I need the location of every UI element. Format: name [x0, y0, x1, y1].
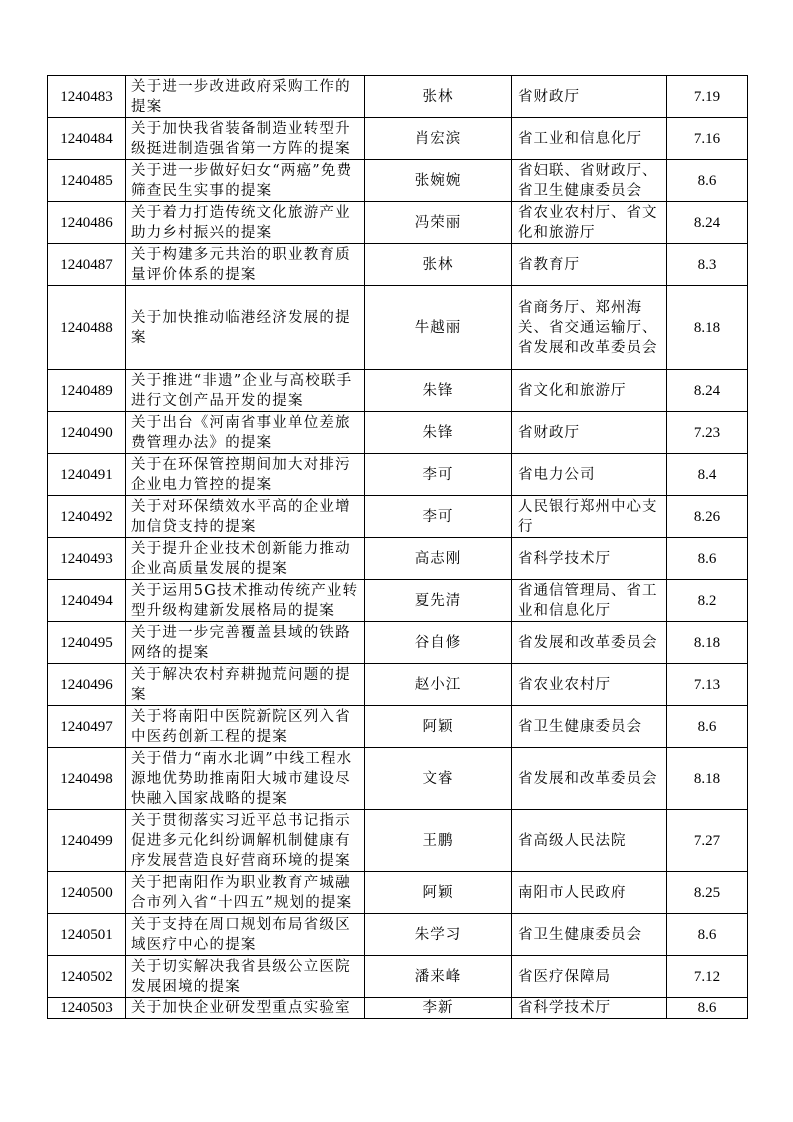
date-cell: 7.13	[667, 664, 748, 706]
proposer-cell: 朱锋	[365, 412, 512, 454]
department-cell: 省财政厅	[512, 76, 667, 118]
department-cell: 省商务厅、郑州海关、省交通运输厅、省发展和改革委员会	[512, 286, 667, 370]
proposal-id-cell: 1240494	[48, 580, 126, 622]
proposer-cell: 李可	[365, 496, 512, 538]
proposer-cell: 文睿	[365, 748, 512, 810]
proposal-title-cell: 关于在环保管控期间加大对排污企业电力管控的提案	[126, 454, 365, 496]
proposer-cell: 夏先清	[365, 580, 512, 622]
proposal-id-cell: 1240485	[48, 160, 126, 202]
department-cell: 省卫生健康委员会	[512, 706, 667, 748]
proposal-title-cell: 关于贯彻落实习近平总书记指示促进多元化纠纷调解机制健康有序发展营造良好营商环境的提案	[126, 810, 365, 872]
proposer-cell: 李可	[365, 454, 512, 496]
proposer-cell: 朱锋	[365, 370, 512, 412]
date-cell: 8.18	[667, 622, 748, 664]
proposal-title-cell: 关于进一步完善覆盖县域的铁路网络的提案	[126, 622, 365, 664]
date-cell: 7.27	[667, 810, 748, 872]
date-cell: 8.6	[667, 160, 748, 202]
proposal-title-cell: 关于进一步改进政府采购工作的提案	[126, 76, 365, 118]
table-row	[48, 202, 748, 244]
proposer-cell: 阿颖	[365, 872, 512, 914]
date-cell: 8.6	[667, 706, 748, 748]
department-cell: 省农业农村厅、省文化和旅游厅	[512, 202, 667, 244]
proposer-cell: 高志刚	[365, 538, 512, 580]
proposal-id-cell: 1240502	[48, 956, 126, 998]
proposal-table	[47, 75, 748, 1019]
proposal-id-cell: 1240500	[48, 872, 126, 914]
proposal-id-cell: 1240487	[48, 244, 126, 286]
date-cell: 7.19	[667, 76, 748, 118]
date-cell: 8.4	[667, 454, 748, 496]
proposal-id-cell: 1240499	[48, 810, 126, 872]
proposal-title-cell: 关于进一步做好妇女“两癌”免费筛查民生实事的提案	[126, 160, 365, 202]
proposer-cell: 牛越丽	[365, 286, 512, 370]
proposal-id-cell: 1240486	[48, 202, 126, 244]
table-row	[48, 748, 748, 810]
department-cell: 省发展和改革委员会	[512, 622, 667, 664]
proposal-id-cell: 1240495	[48, 622, 126, 664]
department-cell: 省发展和改革委员会	[512, 748, 667, 810]
department-cell: 省电力公司	[512, 454, 667, 496]
proposer-cell: 谷自修	[365, 622, 512, 664]
proposal-title-cell: 关于提升企业技术创新能力推动企业高质量发展的提案	[126, 538, 365, 580]
proposal-title-cell: 关于借力“南水北调”中线工程水源地优势助推南阳大城市建设尽快融入国家战略的提案	[126, 748, 365, 810]
proposal-id-cell: 1240488	[48, 286, 126, 370]
table-row	[48, 370, 748, 412]
proposal-title-cell: 关于构建多元共治的职业教育质量评价体系的提案	[126, 244, 365, 286]
table-row	[48, 622, 748, 664]
date-cell: 8.3	[667, 244, 748, 286]
proposer-cell: 张林	[365, 76, 512, 118]
proposal-id-cell: 1240496	[48, 664, 126, 706]
proposer-cell: 张林	[365, 244, 512, 286]
proposer-cell: 潘来峰	[365, 956, 512, 998]
proposal-title-cell: 关于解决农村弃耕抛荒问题的提案	[126, 664, 365, 706]
table-row	[48, 664, 748, 706]
proposal-title-cell: 关于加快我省装备制造业转型升级挺进制造强省第一方阵的提案	[126, 118, 365, 160]
date-cell: 8.6	[667, 538, 748, 580]
date-cell: 8.25	[667, 872, 748, 914]
proposal-title-cell: 关于加快推动临港经济发展的提案	[126, 286, 365, 370]
proposer-cell: 肖宏滨	[365, 118, 512, 160]
department-cell: 省高级人民法院	[512, 810, 667, 872]
table-row	[48, 956, 748, 998]
proposer-cell: 阿颖	[365, 706, 512, 748]
department-cell: 省通信管理局、省工业和信息化厅	[512, 580, 667, 622]
date-cell: 7.16	[667, 118, 748, 160]
table-row	[48, 454, 748, 496]
department-cell: 人民银行郑州中心支行	[512, 496, 667, 538]
proposal-table-body	[48, 76, 748, 1019]
department-cell: 南阳市人民政府	[512, 872, 667, 914]
department-cell: 省妇联、省财政厅、省卫生健康委员会	[512, 160, 667, 202]
date-cell: 7.12	[667, 956, 748, 998]
table-row	[48, 998, 748, 1019]
proposal-id-cell: 1240492	[48, 496, 126, 538]
proposal-id-cell: 1240503	[48, 998, 126, 1019]
table-row	[48, 914, 748, 956]
proposal-id-cell: 1240484	[48, 118, 126, 160]
table-row	[48, 496, 748, 538]
date-cell: 8.26	[667, 496, 748, 538]
table-row	[48, 706, 748, 748]
date-cell: 8.18	[667, 748, 748, 810]
table-row	[48, 160, 748, 202]
department-cell: 省科学技术厅	[512, 538, 667, 580]
proposal-id-cell: 1240489	[48, 370, 126, 412]
table-row	[48, 810, 748, 872]
table-row	[48, 580, 748, 622]
proposal-title-cell: 关于支持在周口规划布局省级区域医疗中心的提案	[126, 914, 365, 956]
department-cell: 省农业农村厅	[512, 664, 667, 706]
proposal-title-cell: 关于出台《河南省事业单位差旅费管理办法》的提案	[126, 412, 365, 454]
department-cell: 省教育厅	[512, 244, 667, 286]
department-cell: 省医疗保障局	[512, 956, 667, 998]
date-cell: 7.23	[667, 412, 748, 454]
proposal-id-cell: 1240497	[48, 706, 126, 748]
proposal-id-cell: 1240498	[48, 748, 126, 810]
proposal-title-cell: 关于对环保绩效水平高的企业增加信贷支持的提案	[126, 496, 365, 538]
proposal-id-cell: 1240483	[48, 76, 126, 118]
date-cell: 8.24	[667, 202, 748, 244]
date-cell: 8.18	[667, 286, 748, 370]
table-row	[48, 286, 748, 370]
table-row	[48, 872, 748, 914]
table-row	[48, 412, 748, 454]
proposal-id-cell: 1240493	[48, 538, 126, 580]
proposal-title-cell: 关于推进“非遗”企业与高校联手进行文创产品开发的提案	[126, 370, 365, 412]
date-cell: 8.6	[667, 914, 748, 956]
proposal-title-cell: 关于加快企业研发型重点实验室	[126, 998, 365, 1019]
table-row	[48, 538, 748, 580]
proposal-id-cell: 1240501	[48, 914, 126, 956]
proposal-title-cell: 关于切实解决我省县级公立医院发展困境的提案	[126, 956, 365, 998]
proposer-cell: 张婉婉	[365, 160, 512, 202]
table-row	[48, 76, 748, 118]
department-cell: 省工业和信息化厅	[512, 118, 667, 160]
department-cell: 省文化和旅游厅	[512, 370, 667, 412]
proposal-title-cell: 关于将南阳中医院新院区列入省中医药创新工程的提案	[126, 706, 365, 748]
date-cell: 8.2	[667, 580, 748, 622]
table-row	[48, 244, 748, 286]
proposer-cell: 王鹏	[365, 810, 512, 872]
proposer-cell: 冯荣丽	[365, 202, 512, 244]
proposer-cell: 李新	[365, 998, 512, 1019]
proposer-cell: 赵小江	[365, 664, 512, 706]
department-cell: 省财政厅	[512, 412, 667, 454]
department-cell: 省科学技术厅	[512, 998, 667, 1019]
date-cell: 8.6	[667, 998, 748, 1019]
proposer-cell: 朱学习	[365, 914, 512, 956]
table-row	[48, 118, 748, 160]
proposal-title-cell: 关于运用5G技术推动传统产业转型升级构建新发展格局的提案	[126, 580, 365, 622]
proposal-id-cell: 1240491	[48, 454, 126, 496]
date-cell: 8.24	[667, 370, 748, 412]
proposal-title-cell: 关于着力打造传统文化旅游产业助力乡村振兴的提案	[126, 202, 365, 244]
proposal-id-cell: 1240490	[48, 412, 126, 454]
department-cell: 省卫生健康委员会	[512, 914, 667, 956]
proposal-title-cell: 关于把南阳作为职业教育产城融合市列入省“十四五”规划的提案	[126, 872, 365, 914]
